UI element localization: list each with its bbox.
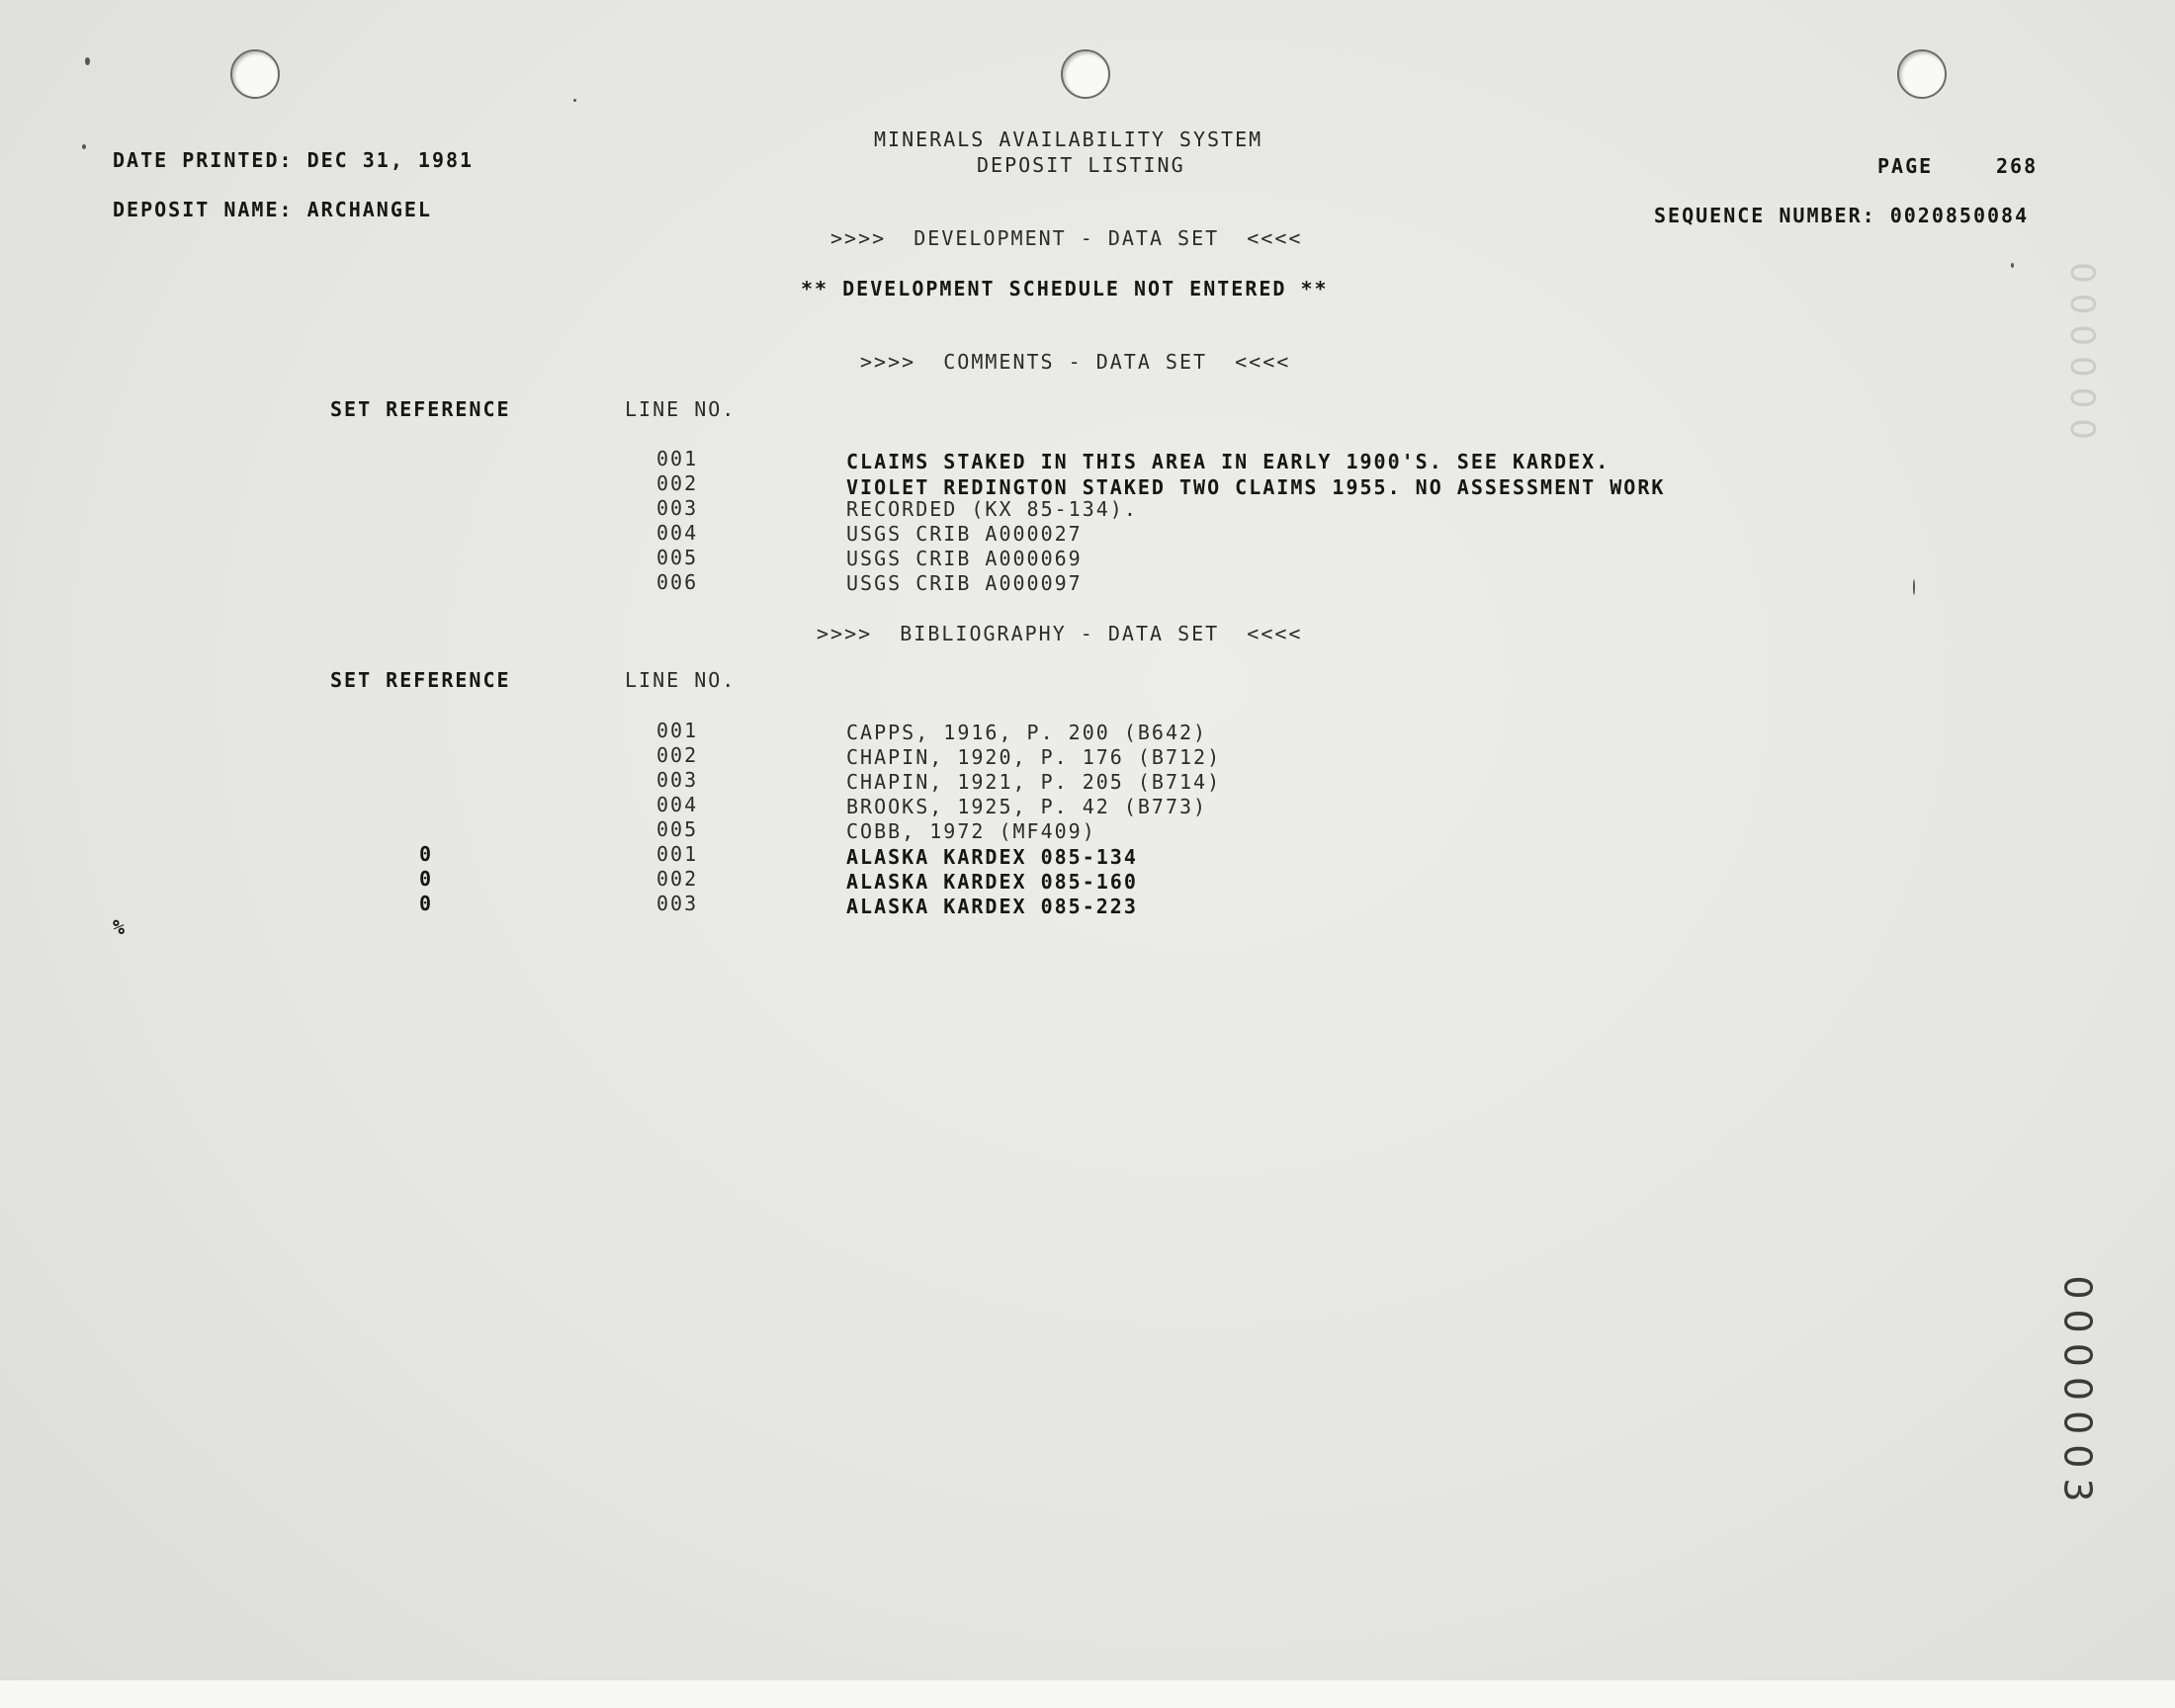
- bibliography-col-line-no: LINE NO.: [625, 668, 737, 692]
- date-printed: DATE PRINTED: DEC 31, 1981: [113, 148, 475, 172]
- punch-hole-left: [230, 49, 280, 99]
- deposit-name: DEPOSIT NAME: ARCHANGEL: [113, 198, 432, 221]
- comment-text: USGS CRIB A000097: [846, 571, 1083, 595]
- comments-col-line-no: LINE NO.: [625, 397, 737, 421]
- development-heading: >>>> DEVELOPMENT - DATA SET <<<<: [830, 226, 1303, 250]
- bibliography-set-reference: 0: [419, 892, 434, 915]
- ink-speck: [1913, 579, 1915, 595]
- punch-hole-right: [1897, 49, 1947, 99]
- bibliography-line-no: 002: [656, 743, 699, 767]
- bibliography-set-reference: 0: [419, 842, 434, 866]
- frame-stamp: [2056, 1275, 2100, 1512]
- bibliography-line-no: 001: [656, 842, 699, 866]
- bibliography-text: ALASKA KARDEX 085-223: [846, 895, 1138, 918]
- bibliography-text: CHAPIN, 1920, P. 176 (B712): [846, 745, 1222, 769]
- bibliography-line-no: 003: [656, 892, 699, 915]
- bibliography-line-no: 001: [656, 719, 699, 742]
- comment-line-no: 003: [656, 496, 699, 520]
- system-title: MINERALS AVAILABILITY SYSTEM: [874, 128, 1263, 151]
- bibliography-set-reference: 0: [419, 867, 434, 891]
- sheet-bottom-edge: [0, 1680, 2175, 1708]
- ink-speck: [82, 144, 86, 149]
- bibliography-line-no: 003: [656, 768, 699, 792]
- comments-heading: >>>> COMMENTS - DATA SET <<<<: [860, 350, 1291, 374]
- comment-line-no: 001: [656, 447, 699, 470]
- bibliography-line-no: 002: [656, 867, 699, 891]
- comment-line-no: 002: [656, 471, 699, 495]
- punch-hole-center: [1061, 49, 1110, 99]
- page-label: PAGE: [1877, 154, 1934, 178]
- ink-speck: [573, 99, 576, 102]
- bibliography-text: COBB, 1972 (MF409): [846, 819, 1096, 843]
- bibliography-text: CHAPIN, 1921, P. 205 (B714): [846, 770, 1222, 794]
- ink-speck: [85, 57, 90, 65]
- comments-col-set-reference: SET REFERENCE: [330, 397, 511, 421]
- listing-title: DEPOSIT LISTING: [977, 153, 1185, 177]
- comment-text: CLAIMS STAKED IN THIS AREA IN EARLY 1900'S. SEE KARDEX.: [846, 450, 1610, 473]
- sequence-number: SEQUENCE NUMBER: 0020850084: [1654, 204, 2030, 227]
- faint-frame-stamp: [2062, 247, 2102, 465]
- ink-speck: [2011, 263, 2014, 268]
- development-note: ** DEVELOPMENT SCHEDULE NOT ENTERED **: [801, 277, 1329, 300]
- comment-text: USGS CRIB A000027: [846, 522, 1083, 546]
- bibliography-line-no: 004: [656, 793, 699, 816]
- bibliography-line-no: 005: [656, 817, 699, 841]
- bibliography-text: BROOKS, 1925, P. 42 (B773): [846, 795, 1208, 818]
- comment-line-no: 004: [656, 521, 699, 545]
- bibliography-text: ALASKA KARDEX 085-160: [846, 870, 1138, 894]
- bibliography-text: ALASKA KARDEX 085-134: [846, 845, 1138, 869]
- bibliography-text: CAPPS, 1916, P. 200 (B642): [846, 721, 1208, 744]
- bibliography-col-set-reference: SET REFERENCE: [330, 668, 511, 692]
- end-marker: %: [113, 915, 128, 939]
- comment-line-no: 005: [656, 546, 699, 569]
- bibliography-heading: >>>> BIBLIOGRAPHY - DATA SET <<<<: [817, 622, 1303, 645]
- comment-text: RECORDED (KX 85-134).: [846, 497, 1138, 521]
- comment-text: VIOLET REDINGTON STAKED TWO CLAIMS 1955. NO ASSESSMENT WORK: [846, 475, 1666, 499]
- page-number: 268: [1996, 154, 2039, 178]
- faint-frame-stamp-text: 000000: [2062, 262, 2103, 450]
- comment-text: USGS CRIB A000069: [846, 547, 1083, 570]
- comment-line-no: 006: [656, 570, 699, 594]
- frame-stamp-text: 0000003: [2056, 1275, 2100, 1512]
